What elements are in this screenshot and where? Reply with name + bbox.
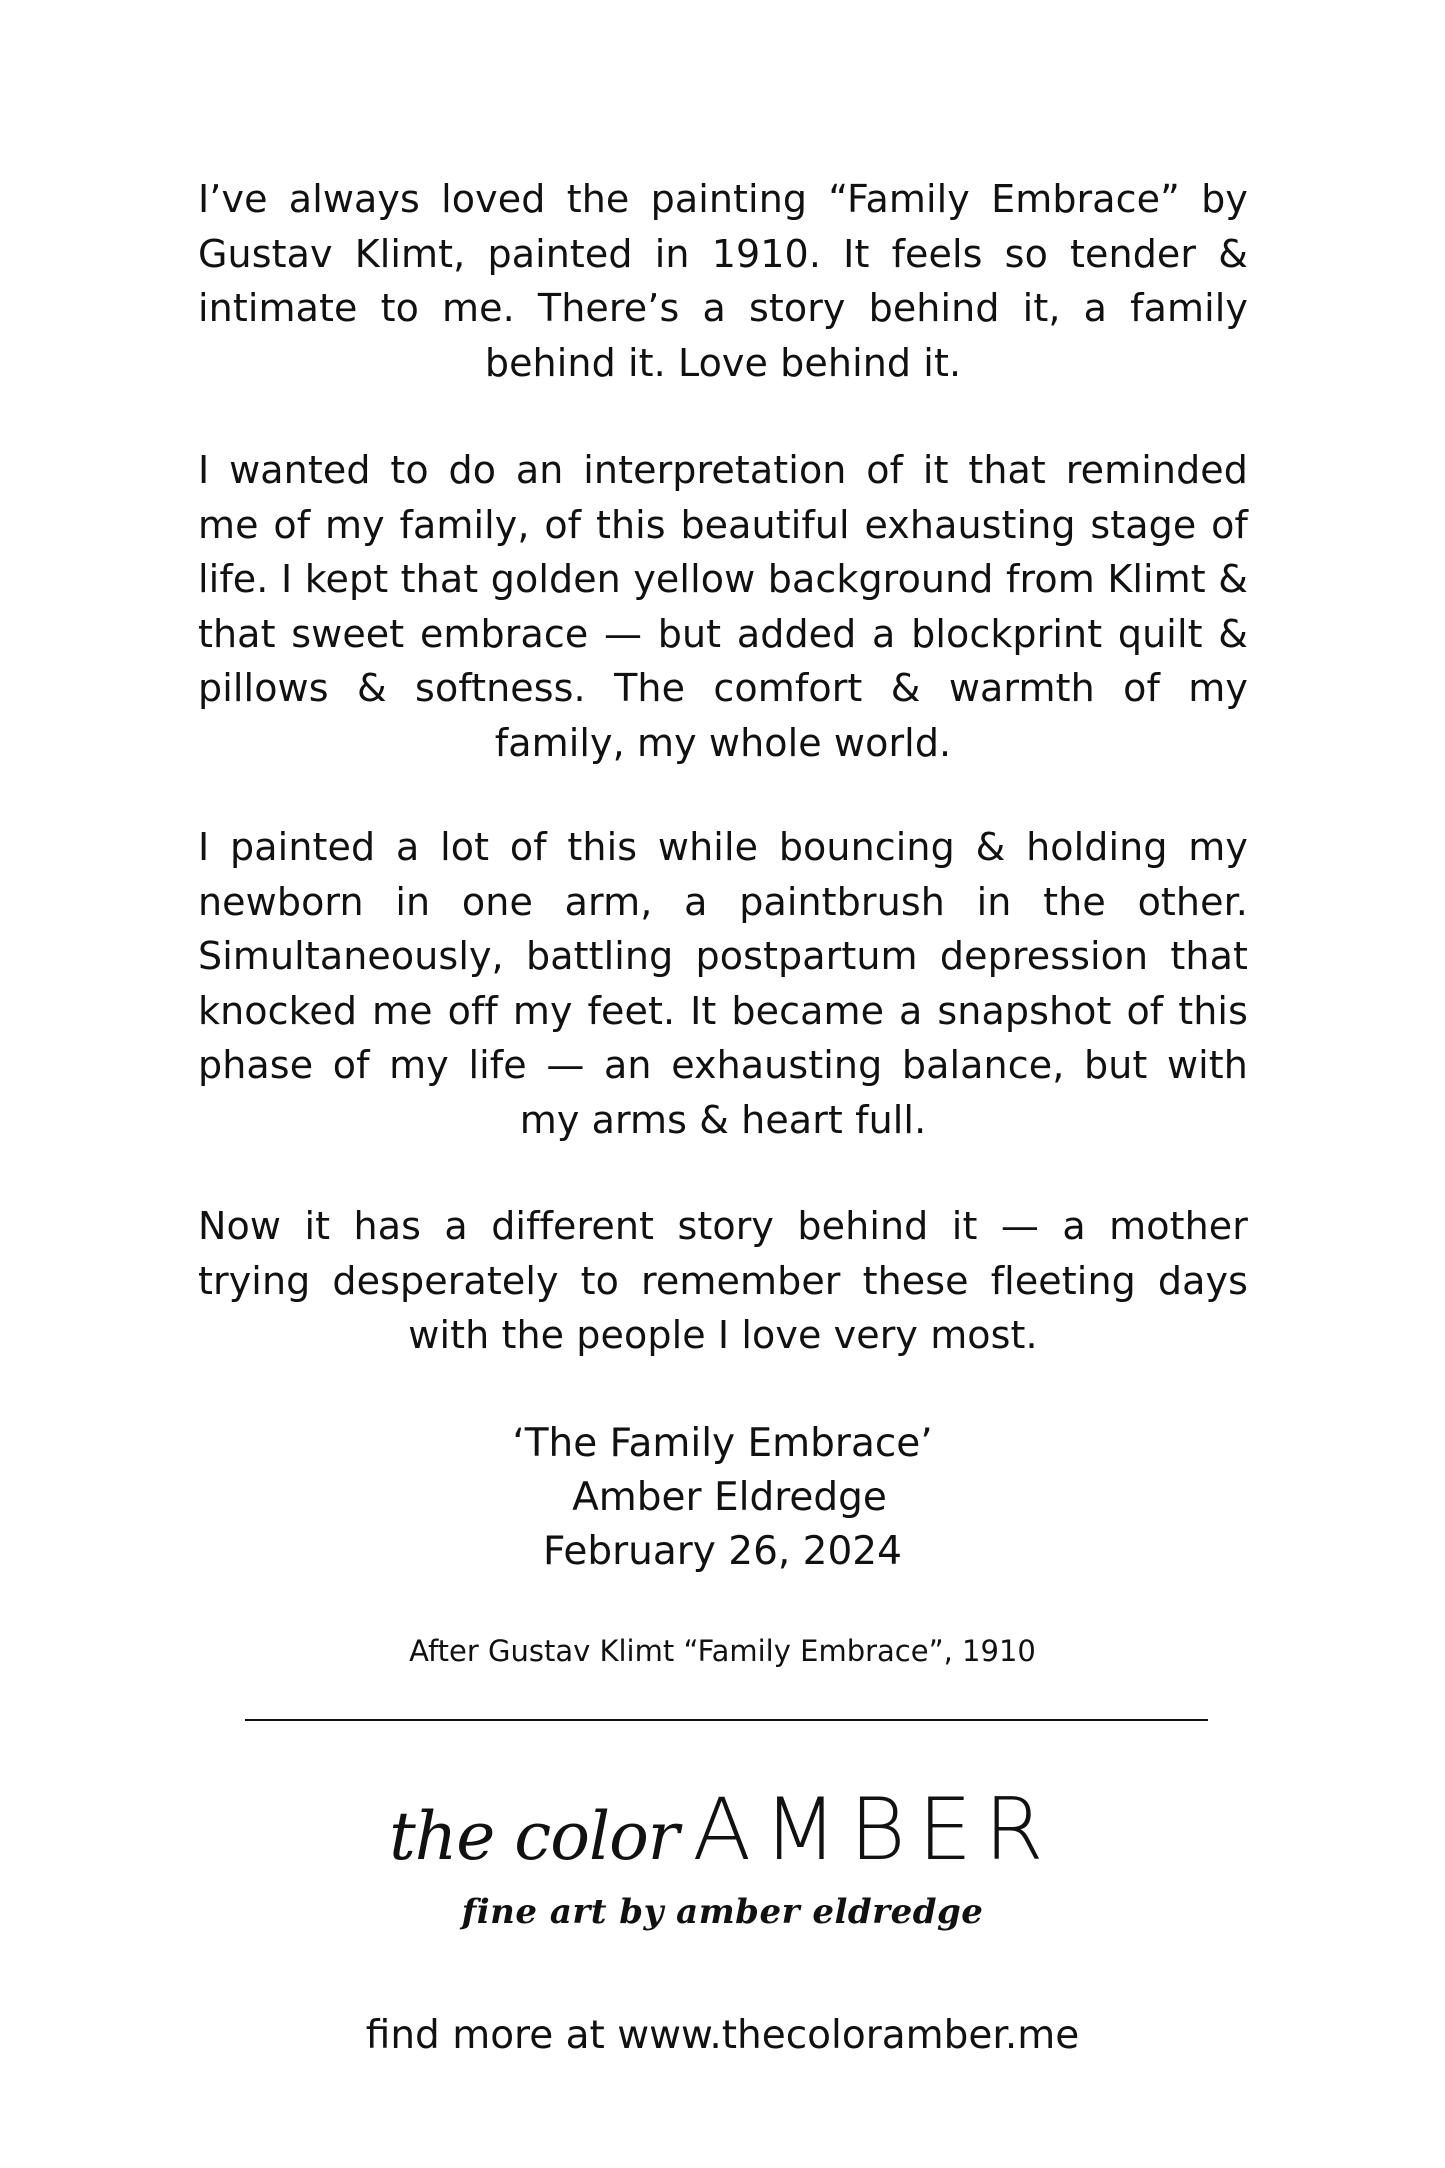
logo-wordmark xyxy=(0,1780,1445,1880)
artist-name: Amber Eldredge xyxy=(572,1475,887,1520)
website-footer: find more at www.thecoloramber.me xyxy=(365,2013,1080,2058)
story-paragraph-2: I wanted to do an interpretation of it that reminded me of my family, of this beautiful exhausting stage of life. I kept that golden yellow background from Klimt & that sweet embrace — but added a blockprint quilt & pillows & softness. The comfort & warmth of my family, my whole world. xyxy=(198,448,1248,765)
logo-tagline: fine art by amber eldredge xyxy=(461,1892,984,1932)
logo-script-text: the color xyxy=(389,1798,679,1875)
story-paragraph-3: I painted a lot of this while bouncing & holding my newborn in one arm, a paintbrush in the other. Simultaneously, battling postpartum depression that knocked me off my feet. It became a snapshot of this phase of my life — an exhausting balance, but with my arms & heart full. xyxy=(198,825,1248,1142)
logo-caps-text: AMBER xyxy=(692,1780,1056,1880)
story-paragraph-4: Now it has a different story behind it — a mother trying desperately to remember these fleeting days with the people I love very most. xyxy=(198,1204,1248,1357)
artwork-credit: After Gustav Klimt “Family Embrace”, 1910 xyxy=(409,1634,1036,1668)
artwork-date: February 26, 2024 xyxy=(543,1529,902,1574)
divider xyxy=(245,1719,1208,1721)
story-paragraph-1: I’ve always loved the painting “Family Embrace” by Gustav Klimt, painted in 1910. It feels so tender & intimate to me. There’s a story behind it, a family behind it. Love behind it. xyxy=(198,177,1248,385)
brand-logo xyxy=(0,1780,1445,1980)
artwork-title: ‘The Family Embrace’ xyxy=(512,1421,933,1466)
